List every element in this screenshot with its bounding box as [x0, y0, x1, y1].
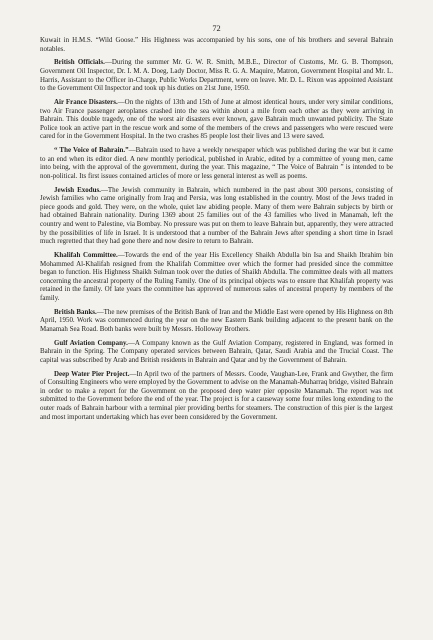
paragraph-deep-water-pier — [40, 370, 393, 422]
paragraph-heading: “ The Voice of Bahrain.” — [54, 146, 129, 155]
paragraph-air-france-disasters — [40, 98, 393, 141]
paragraph-jewish-exodus — [40, 186, 393, 246]
page-number: 72 — [212, 24, 221, 33]
paragraph-text: Kuwait in H.M.S. “Wild Goose.” His Highness was accompanied by his sons, one of his brothers and several Bahrain notables. — [40, 36, 393, 53]
paragraph-heading: Air France Disasters. — [54, 97, 118, 106]
paragraph-khalifah-committee — [40, 251, 393, 303]
paragraph-text: —Bahrain used to have a weekly newspaper which was published during the war but it came to an end when its editor died. A new monthly periodical, published in Arabic, edited by a committee of young men, came into being, with the approval of the government, during the year. This magazine, “ The Voice of Bahrain ” is intended to be non-political. Its first issues contained articles of more or less general interest as well as poems. — [40, 146, 393, 180]
paragraph-text: —In April two of the partners of Messrs. Coode, Vaughan-Lee, Frank and Gwyther, the firm of Consulting Engineers who were employed by the Government to advise on the Manamah-Muharraq bridge, visited Bahrain in order to make a report for the Government on the proposed deep water pier opposite Manamah. The report was not submitted to the Government before the end of the year. The project is for a causeway some four miles long extending to the outer roads of Bahrain harbour with a terminal pier providing berths for steamers. The construction of this pier is the largest and most important undertaking which has ever been considered by the Government. — [40, 369, 394, 421]
paragraph-text: —Towards the end of the year His Excellency Shaikh Abdulla bin Isa and Shaikh Ibrahim bin Mohammed Al-Khalifah resigned from the Khalifah Committee over which the former had presided since the committee began to function. His Highness Shaikh Sulman took over the duties of Shaikh Abdulla. The committee deals with all matters concerning the ancestral property of the Ruling Family. One of its principal objects was to ensure that Khalifah property was retained in the family. Of late years the committee has approved of numerous sales of ancestral property by members of the family. — [40, 251, 393, 302]
paragraph-heading: Deep Water Pier Project. — [54, 369, 130, 378]
paragraph-heading: British Officials. — [54, 58, 105, 67]
paragraph-gulf-aviation — [40, 339, 393, 365]
paragraph-heading: Khalifah Committee. — [54, 251, 118, 259]
paragraph-text: —On the nights of 13th and 15th of June at almost identical hours, under very similar conditions, two Air France passenger aeroplanes crashed into the sea within about a mile from each other as they were arriving in Bahrain. This double tragedy, one of the worst air disasters ever known, gave Bahrain much unwanted publicity. The State Police took an active part in the rescue work and some of the members of the crews and passengers who were rescued were cared for in the Government Hospital. In the two crashes 85 people lost their lives and 13 were saved. — [40, 97, 393, 141]
paragraph-british-officials — [40, 58, 393, 92]
paragraph-british-banks — [40, 308, 393, 334]
paragraph-text: —The new premises of the British Bank of Iran and the Middle East were opened by His Highness on 8th April, 1950. Work was commenced during the year on the new Eastern Bank building adjacent to the present bank on the Manamah Sea Road. Both banks were built by Messrs. Holloway Brothers. — [40, 307, 393, 333]
paragraph-heading: Jewish Exodus. — [54, 185, 101, 194]
paragraph-heading: Gulf Aviation Company. — [54, 338, 128, 347]
paragraph-text: —During the summer Mr. G. W. R. Smith, M.B.E., Director of Customs, Mr. G. B. Thompson, Government Oil Inspector, Dr. I. M. A. Doeg, Lady Doctor, Miss R. G. A. Maquire, Matron, Government Hospital and Mr. L. Harris, Assistant to the Officer in-Charge, Public Works Department, were on leave. Mr. D. L. Rixon was appointed Assistant to the Government Oil Inspector and took up his duties on 21st June, 1950. — [40, 58, 394, 93]
paragraph-text: —A Company known as the Gulf Aviation Company, registered in England, was formed in Bahrain in the Spring. The Company operated services between Bahrain, Qatar, Saudi Arabia and the Trucial Coast. The capital was subscribed by Arab and British residents in Bahrain and Qatar and by the Government of Bahrain. — [40, 338, 393, 364]
paragraph-voice-of-bahrain — [40, 146, 393, 180]
paragraph-heading: British Banks. — [54, 307, 97, 316]
paragraph-text: —The Jewish community in Bahrain, which numbered in the past about 300 persons, consisting of Jewish families who came originally from Iraq and Persia, was long established in the country. Most of the Jews traded in piece goods and gold. They were, on the whole, quiet law abiding people. Many of them were Bahrain subjects by birth or had obtained Bahrain nationality. During 1369 about 25 families out of the 43 families who lived in Manamah, left the country and went to Palestine, via Bombay. No pressure was put on them to leave Bahrain but, apparently, they were attracted by the possibilities of life in Israel. It is understood that a number of the Bahrain Jews after spending a short time in Israel much regretted that they had gone there and now desire to return to Bahrain. — [40, 185, 393, 246]
paragraph-kuwait-visit — [40, 36, 393, 53]
